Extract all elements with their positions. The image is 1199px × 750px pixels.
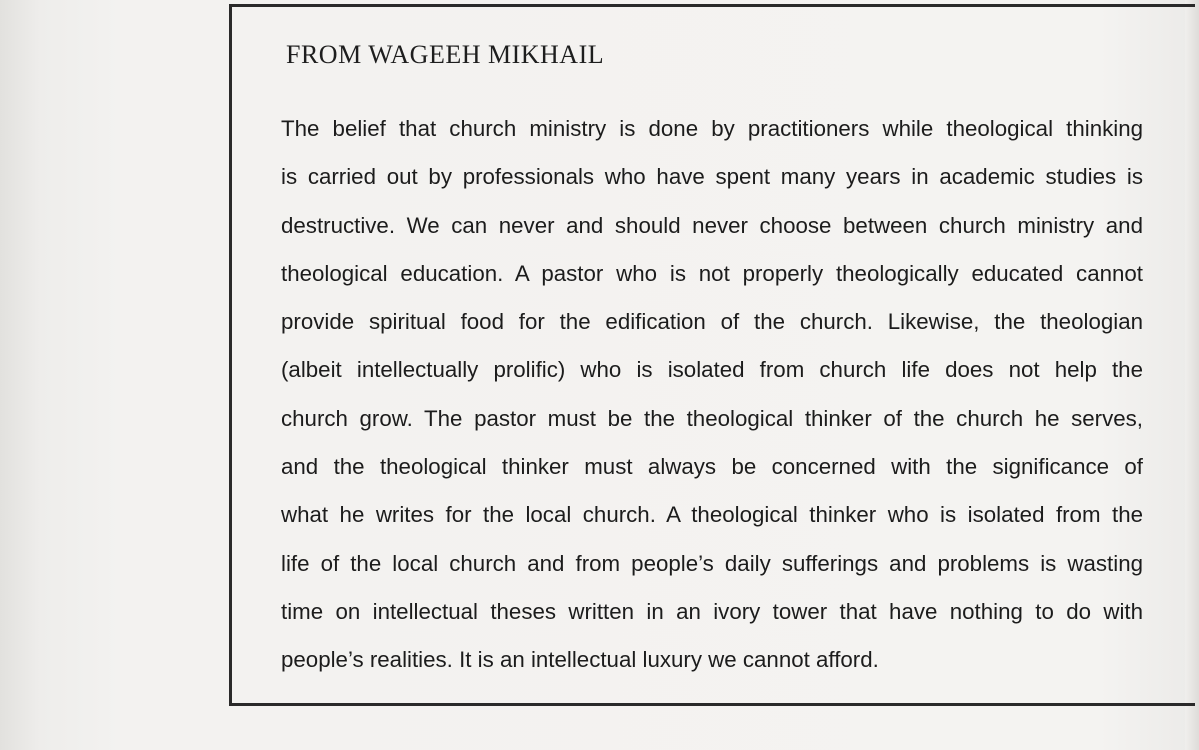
body-line-2: is carried out by professionals who have spent many years in academic studies is	[281, 164, 1143, 190]
body-line-8: and the theological thinker must always be concerned with the significance of	[281, 454, 1143, 480]
quote-body	[281, 107, 1143, 687]
body-line-3: destructive. We can never and should never choose between church ministry and	[281, 212, 1143, 238]
body-line-1: The belief that church ministry is done by practitioners while theological thinking	[281, 116, 1143, 141]
body-line-11: time on intellectual theses written in an ivory tower that have nothing to do with	[281, 598, 1143, 624]
body-line-4: theological education. A pastor who is not properly theologically educated cannot	[281, 260, 1143, 286]
body-line-5: provide spiritual food for the edification of the church. Likewise, the theologian	[281, 309, 1143, 335]
body-line-12: people’s realities. It is an intellectual luxury we cannot afford.	[281, 647, 879, 673]
body-line-9: what he writes for the local church. A theological thinker who is isolated from the	[281, 502, 1143, 528]
quote-heading: FROM WAGEEH MIKHAIL	[286, 40, 605, 69]
body-line-7: church grow. The pastor must be the theological thinker of the church he serves,	[281, 405, 1143, 431]
body-line-10: life of the local church and from people’s daily sufferings and problems is wasting	[281, 550, 1143, 576]
body-line-6: (albeit intellectually prolific) who is isolated from church life does not help the	[281, 357, 1143, 383]
